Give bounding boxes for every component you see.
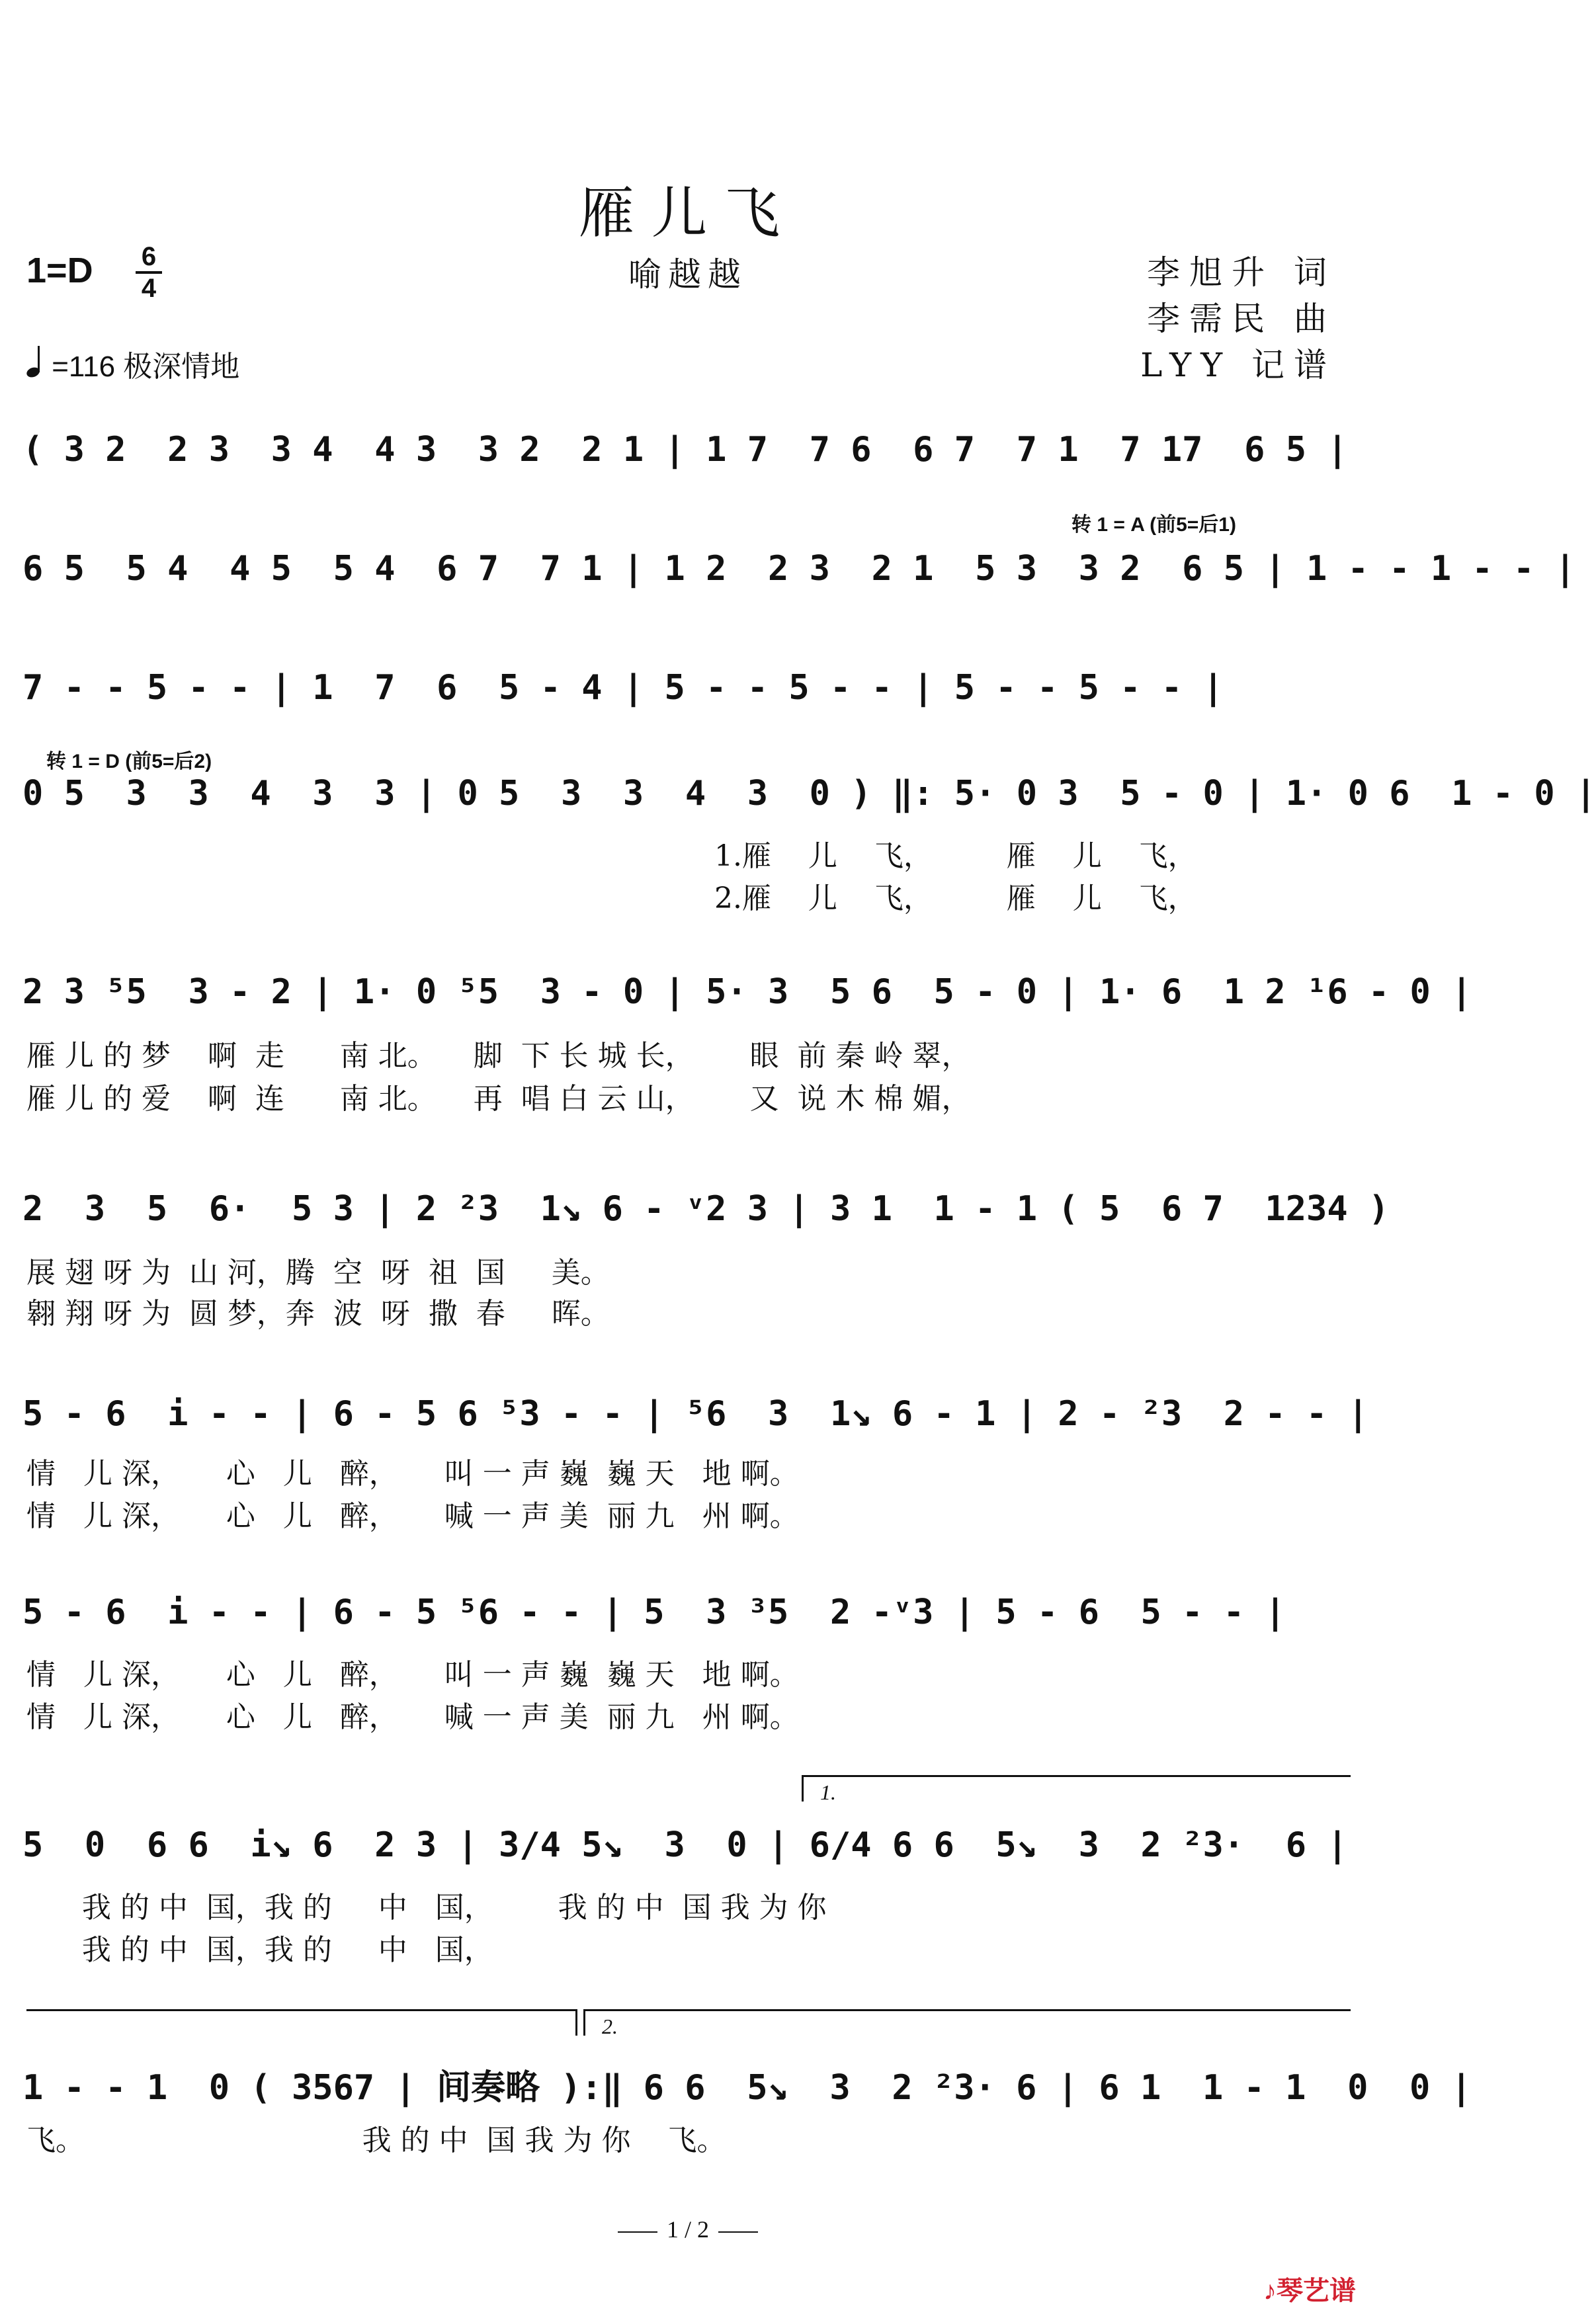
lyric-line-7b: 情 儿 深， 心 儿 醉， 喊 一 声 美 丽 九 州 啊。: [26, 1499, 799, 1533]
site-logo: [1263, 2270, 1356, 2307]
lyric-line-8b: 情 儿 深， 心 儿 醉， 喊 一 声 美 丽 九 州 啊。: [26, 1700, 799, 1734]
volta-1-end: [575, 2009, 577, 2036]
lyric-line-4b: 2.雁 儿 飞， 雁 儿 飞，: [714, 882, 1197, 915]
lyric-line-9b: 我 的 中 国，我 的 中 国，: [26, 1933, 493, 1967]
volta-2-bracket: [583, 2009, 1351, 2011]
composer-credit: 李需民 曲: [1147, 300, 1336, 338]
logo-text: 琴艺谱: [1277, 2276, 1356, 2305]
score-line-3: 7 - - 5 - - | 1 7 6 5 - 4 | 5 - - 5 - - | 5 - - 5 - - |: [22, 668, 1224, 708]
score-line-10: 1 - - 1 0 ( 3567 | 间奏略 ):‖ 6 6 5↘ 3 2 ²3· 6 | 6 1 1 - 1 0 0 |: [22, 2068, 1472, 2108]
volta-1-bracket-cont: [26, 2009, 575, 2011]
score-line-2: 6 5 5 4 4 5 5 4 6 7 7 1 | 1 2 2 3 2 1 5 3 3 2 6 5 | 1 - - 1 - - |: [22, 549, 1575, 589]
volta-2-start: [583, 2009, 585, 2036]
logo-icon: ♪: [1263, 2276, 1277, 2305]
lyric-line-10a: 飞。 我 的 中 国 我 为 你 飞。: [26, 2124, 726, 2157]
quarter-note-icon: [26, 345, 44, 379]
score-line-7: 5 - 6 i - - | 6 - 5 6 ⁵3 - - | ⁵6 3 1↘ 6 - 1 | 2 - ²3 2 - - |: [22, 1394, 1368, 1434]
volta-1-bracket: [802, 1775, 1351, 1777]
lyric-line-5b: 雁 儿 的 爱 啊 连 南 北。 再 唱 白 云 山， 又 说 木 棉 媚，: [26, 1082, 971, 1116]
page-number: [0, 2216, 1376, 2243]
lyric-line-4a: 1.雁 儿 飞， 雁 儿 飞，: [714, 839, 1197, 873]
lyric-line-5a: 雁 儿 的 梦 啊 走 南 北。 脚 下 长 城 长， 眼 前 秦 岭 翠，: [26, 1039, 971, 1073]
volta-1-start: [802, 1775, 804, 1802]
volta-2-label: 2.: [602, 2014, 618, 2038]
lyric-line-6a: 展 翅 呀 为 山 河，腾 空 呀 祖 国 美。: [26, 1256, 610, 1290]
lyricist-credit: 李旭升 词: [1147, 253, 1336, 292]
lyric-line-7a: 情 儿 深， 心 儿 醉， 叫 一 声 巍 巍 天 地 啊。: [26, 1457, 799, 1491]
score-line-5: 2 3 ⁵5 3 - 2 | 1· 0 ⁵5 3 - 0 | 5· 3 5 6 5 - 0 | 1· 6 1 2 ¹6 - 0 |: [22, 972, 1472, 1012]
time-signature-top: 6: [141, 242, 157, 271]
lyric-line-6b: 翱 翔 呀 为 圆 梦，奔 波 呀 撒 春 晖。: [26, 1297, 610, 1331]
key-change-annotation: 转 1 = A (前5=后1): [1071, 514, 1236, 536]
lyric-line-8a: 情 儿 深， 心 儿 醉， 叫 一 声 巍 巍 天 地 啊。: [26, 1658, 799, 1692]
tempo-text: =116 极深情地: [52, 351, 240, 383]
transcriber-credit: LYY 记谱: [1140, 346, 1336, 384]
song-title: 雁儿飞: [578, 181, 797, 245]
score-line-4: 0 5 3 3 4 3 3 | 0 5 3 3 4 3 0 ) ‖: 5· 0 3 5 - 0 | 1· 0 6 1 - 0 |: [22, 774, 1596, 813]
time-signature-bottom: 4: [141, 274, 157, 303]
key-change-annotation-2: 转 1 = D (前5=后2): [46, 751, 212, 772]
singer: 喻越越: [628, 255, 747, 294]
score-line-8: 5 - 6 i - - | 6 - 5 ⁵6 - - | 5 3 ³5 2 -ᵛ3 | 5 - 6 5 - - |: [22, 1593, 1286, 1632]
lyric-line-9a: 我 的 中 国，我 的 中 国， 我 的 中 国 我 为 你: [26, 1891, 827, 1925]
score-line-9: 5 0 6 6 i↘ 6 2 3 | 3/4 5↘ 3 0 | 6/4 6 6 5↘ 3 2 ²3· 6 |: [22, 1825, 1348, 1865]
score-line-1: ( 3 2 2 3 3 4 4 3 3 2 2 1 | 1 7 7 6 6 7 7 1 7 17 6 5 |: [22, 430, 1348, 470]
page-number-text: 1 / 2: [666, 2216, 709, 2243]
tempo-marking: [26, 343, 239, 385]
time-signature: [136, 243, 162, 302]
score-line-6: 2 3 5 6· 5 3 | 2 ²3 1↘ 6 - ᵛ2 3 | 3 1 1 - 1 ( 5 6 7 1234 ): [22, 1189, 1390, 1229]
key-signature: 1=D: [26, 251, 93, 290]
volta-1-label: 1.: [820, 1780, 836, 1804]
